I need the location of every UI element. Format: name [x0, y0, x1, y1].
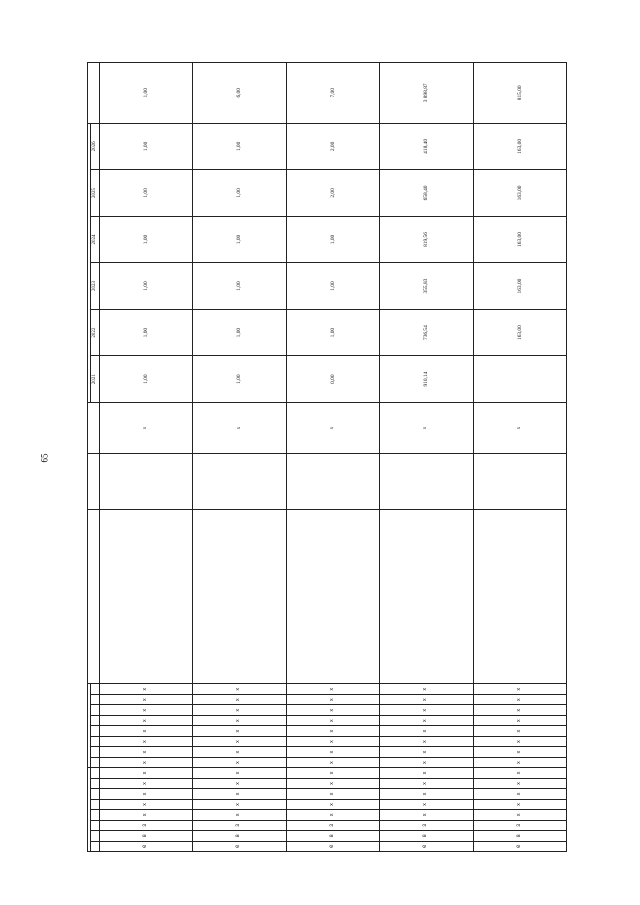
base-year-header	[88, 402, 100, 453]
unit-cell	[99, 454, 192, 510]
year-value-cell: 658,40	[380, 170, 473, 217]
code-cell: 3	[193, 820, 286, 830]
code-cell: 3	[473, 820, 567, 830]
code-cell: x	[99, 726, 192, 736]
code-subheader	[91, 778, 100, 788]
code-subheader	[91, 799, 100, 809]
year-value-cell: 1,00	[193, 216, 286, 263]
year-value-cell: 1,00	[286, 263, 379, 310]
code-cell: x	[193, 757, 286, 767]
code-cell: 3	[286, 820, 379, 830]
year-value-cell: 1,00	[99, 123, 192, 170]
table-body	[99, 63, 566, 852]
code-cell: x	[99, 799, 192, 809]
code-cell: x	[380, 736, 473, 746]
code-cell: x	[473, 778, 567, 788]
code-cell: x	[99, 715, 192, 725]
code-cell: x	[99, 768, 192, 778]
year-value-cell: 163,00	[473, 170, 567, 217]
year-value-cell: 163,00	[473, 263, 567, 310]
code-cell: 8	[193, 831, 286, 841]
code-cell: x	[193, 789, 286, 799]
code-cell: x	[99, 694, 192, 704]
base-year-cell: x	[286, 402, 379, 453]
unit-cell	[380, 454, 473, 510]
code-cell: x	[99, 705, 192, 715]
total-value-cell: 1,00	[99, 63, 192, 124]
code-cell: x	[193, 778, 286, 788]
code-cell: x	[380, 715, 473, 725]
code-subheader	[91, 757, 100, 767]
code-cell: x	[286, 694, 379, 704]
year-value-cell: 1,00	[193, 356, 286, 403]
code-cell: 3	[99, 820, 192, 830]
year-value-cell: 1,00	[193, 263, 286, 310]
total-value-cell: 3 898,87	[380, 63, 473, 124]
code-subheader	[91, 705, 100, 715]
indicators-table	[87, 62, 567, 852]
year-value-cell: 1,00	[99, 170, 192, 217]
code-cell: x	[286, 810, 379, 820]
base-year-cell: x	[99, 402, 192, 453]
code-cell: x	[380, 768, 473, 778]
code-cell: x	[473, 694, 567, 704]
code-subheader	[91, 736, 100, 746]
total-header	[88, 63, 100, 124]
page-number: 65	[39, 453, 50, 463]
code-cell: x	[286, 789, 379, 799]
total-value-cell: 6,00	[193, 63, 286, 124]
code-cell: 8	[380, 831, 473, 841]
code-cell: 0	[193, 841, 286, 851]
code-cell: 0	[380, 841, 473, 851]
code-cell: x	[99, 747, 192, 757]
code-cell: x	[286, 684, 379, 694]
code-subheader	[91, 684, 100, 694]
indicator-name-cell	[286, 509, 379, 684]
year-value-cell: 819,56	[380, 216, 473, 263]
year-value-cell: 163,00	[473, 123, 567, 170]
year-value-cell: 163,00	[473, 309, 567, 356]
year-value-cell: 2,00	[286, 170, 379, 217]
code-cell: x	[380, 747, 473, 757]
code-cell: x	[286, 768, 379, 778]
code-subheader	[91, 820, 100, 830]
code-cell: x	[380, 705, 473, 715]
code-cell: x	[380, 694, 473, 704]
code-cell: x	[99, 778, 192, 788]
code-cell: x	[286, 778, 379, 788]
code-subheader	[91, 831, 100, 841]
year-value-cell: 1,00	[286, 309, 379, 356]
table-row	[286, 63, 379, 852]
code-cell: x	[473, 768, 567, 778]
table-row	[99, 63, 192, 852]
total-value-cell: 7,00	[286, 63, 379, 124]
code-cell: x	[473, 705, 567, 715]
code-cell: x	[193, 799, 286, 809]
code-cell: x	[473, 757, 567, 767]
table-row	[473, 63, 567, 852]
code-subheader	[91, 810, 100, 820]
year-value-cell	[473, 356, 567, 403]
unit-cell	[473, 454, 567, 510]
code-subheader	[91, 747, 100, 757]
year-value-cell: 1,00	[99, 216, 192, 263]
code-cell: x	[473, 789, 567, 799]
base-year-cell: x	[473, 402, 567, 453]
year-header: 2023	[91, 263, 100, 310]
code-cell: x	[193, 726, 286, 736]
year-value-cell: 418,40	[380, 123, 473, 170]
year-header: 2022	[91, 309, 100, 356]
code-cell: x	[99, 810, 192, 820]
unit-cell	[286, 454, 379, 510]
code-cell: x	[286, 747, 379, 757]
code-cell: x	[99, 757, 192, 767]
code-cell: x	[380, 799, 473, 809]
code-cell: x	[473, 736, 567, 746]
code-cell: x	[473, 726, 567, 736]
indicator-name-cell	[99, 509, 192, 684]
code-cell: x	[473, 715, 567, 725]
code-cell: 0	[473, 841, 567, 851]
table-rotation-frame	[87, 62, 567, 852]
code-cell: x	[380, 684, 473, 694]
code-cell: x	[473, 684, 567, 694]
code-cell: 0	[286, 841, 379, 851]
year-header: 2024	[91, 216, 100, 263]
code-cell: 0	[99, 841, 192, 851]
code-cell: x	[193, 768, 286, 778]
base-year-cell: x	[380, 402, 473, 453]
year-value-cell: 2,00	[286, 123, 379, 170]
code-cell: x	[193, 694, 286, 704]
unit-header	[88, 454, 100, 510]
year-value-cell: 355,83	[380, 263, 473, 310]
year-value-cell: 736,54	[380, 309, 473, 356]
code-cell: x	[193, 705, 286, 715]
code-cell: x	[193, 684, 286, 694]
code-cell: x	[193, 736, 286, 746]
code-cell: x	[380, 789, 473, 799]
code-cell: x	[286, 715, 379, 725]
code-subheader	[91, 726, 100, 736]
indicator-name-cell	[473, 509, 567, 684]
year-value-cell: 1,00	[193, 309, 286, 356]
code-cell: x	[193, 715, 286, 725]
code-cell: x	[286, 705, 379, 715]
year-value-cell: 0,00	[286, 356, 379, 403]
year-header: 2026	[91, 123, 100, 170]
year-value-cell: 1,00	[99, 309, 192, 356]
code-subheader	[91, 768, 100, 778]
code-cell: x	[473, 799, 567, 809]
code-cell: x	[286, 736, 379, 746]
code-cell: x	[99, 736, 192, 746]
year-value-cell: 163,00	[473, 216, 567, 263]
code-cell: x	[380, 757, 473, 767]
code-subheader	[91, 789, 100, 799]
year-value-cell: 1,00	[99, 263, 192, 310]
code-cell: x	[473, 810, 567, 820]
code-cell: x	[99, 684, 192, 694]
code-cell: x	[286, 757, 379, 767]
indicator-name-cell	[380, 509, 473, 684]
code-cell: 8	[99, 831, 192, 841]
total-value-cell: 815,00	[473, 63, 567, 124]
year-header: 2025	[91, 170, 100, 217]
code-cell: x	[286, 799, 379, 809]
code-cell: x	[380, 778, 473, 788]
name-header	[88, 509, 100, 684]
rotated-table-container	[87, 62, 567, 852]
code-cell: x	[473, 747, 567, 757]
year-value-cell: 910,14	[380, 356, 473, 403]
year-value-cell: 1,00	[193, 123, 286, 170]
code-cell: x	[193, 747, 286, 757]
code-cell: 3	[380, 820, 473, 830]
code-cell: 8	[473, 831, 567, 841]
code-cell: x	[99, 789, 192, 799]
code-cell: x	[380, 726, 473, 736]
code-cell: x	[193, 810, 286, 820]
code-cell: x	[380, 810, 473, 820]
unit-cell	[193, 454, 286, 510]
code-subheader	[91, 715, 100, 725]
code-subheader	[91, 694, 100, 704]
year-value-cell: 1,00	[286, 216, 379, 263]
code-subheader	[91, 841, 100, 851]
year-header: 2021	[91, 356, 100, 403]
year-value-cell: 1,00	[193, 170, 286, 217]
code-cell: x	[286, 726, 379, 736]
year-value-cell: 1,00	[99, 356, 192, 403]
table-row	[380, 63, 473, 852]
table-row	[193, 63, 286, 852]
indicator-name-cell	[193, 509, 286, 684]
base-year-cell: x	[193, 402, 286, 453]
code-cell: 8	[286, 831, 379, 841]
